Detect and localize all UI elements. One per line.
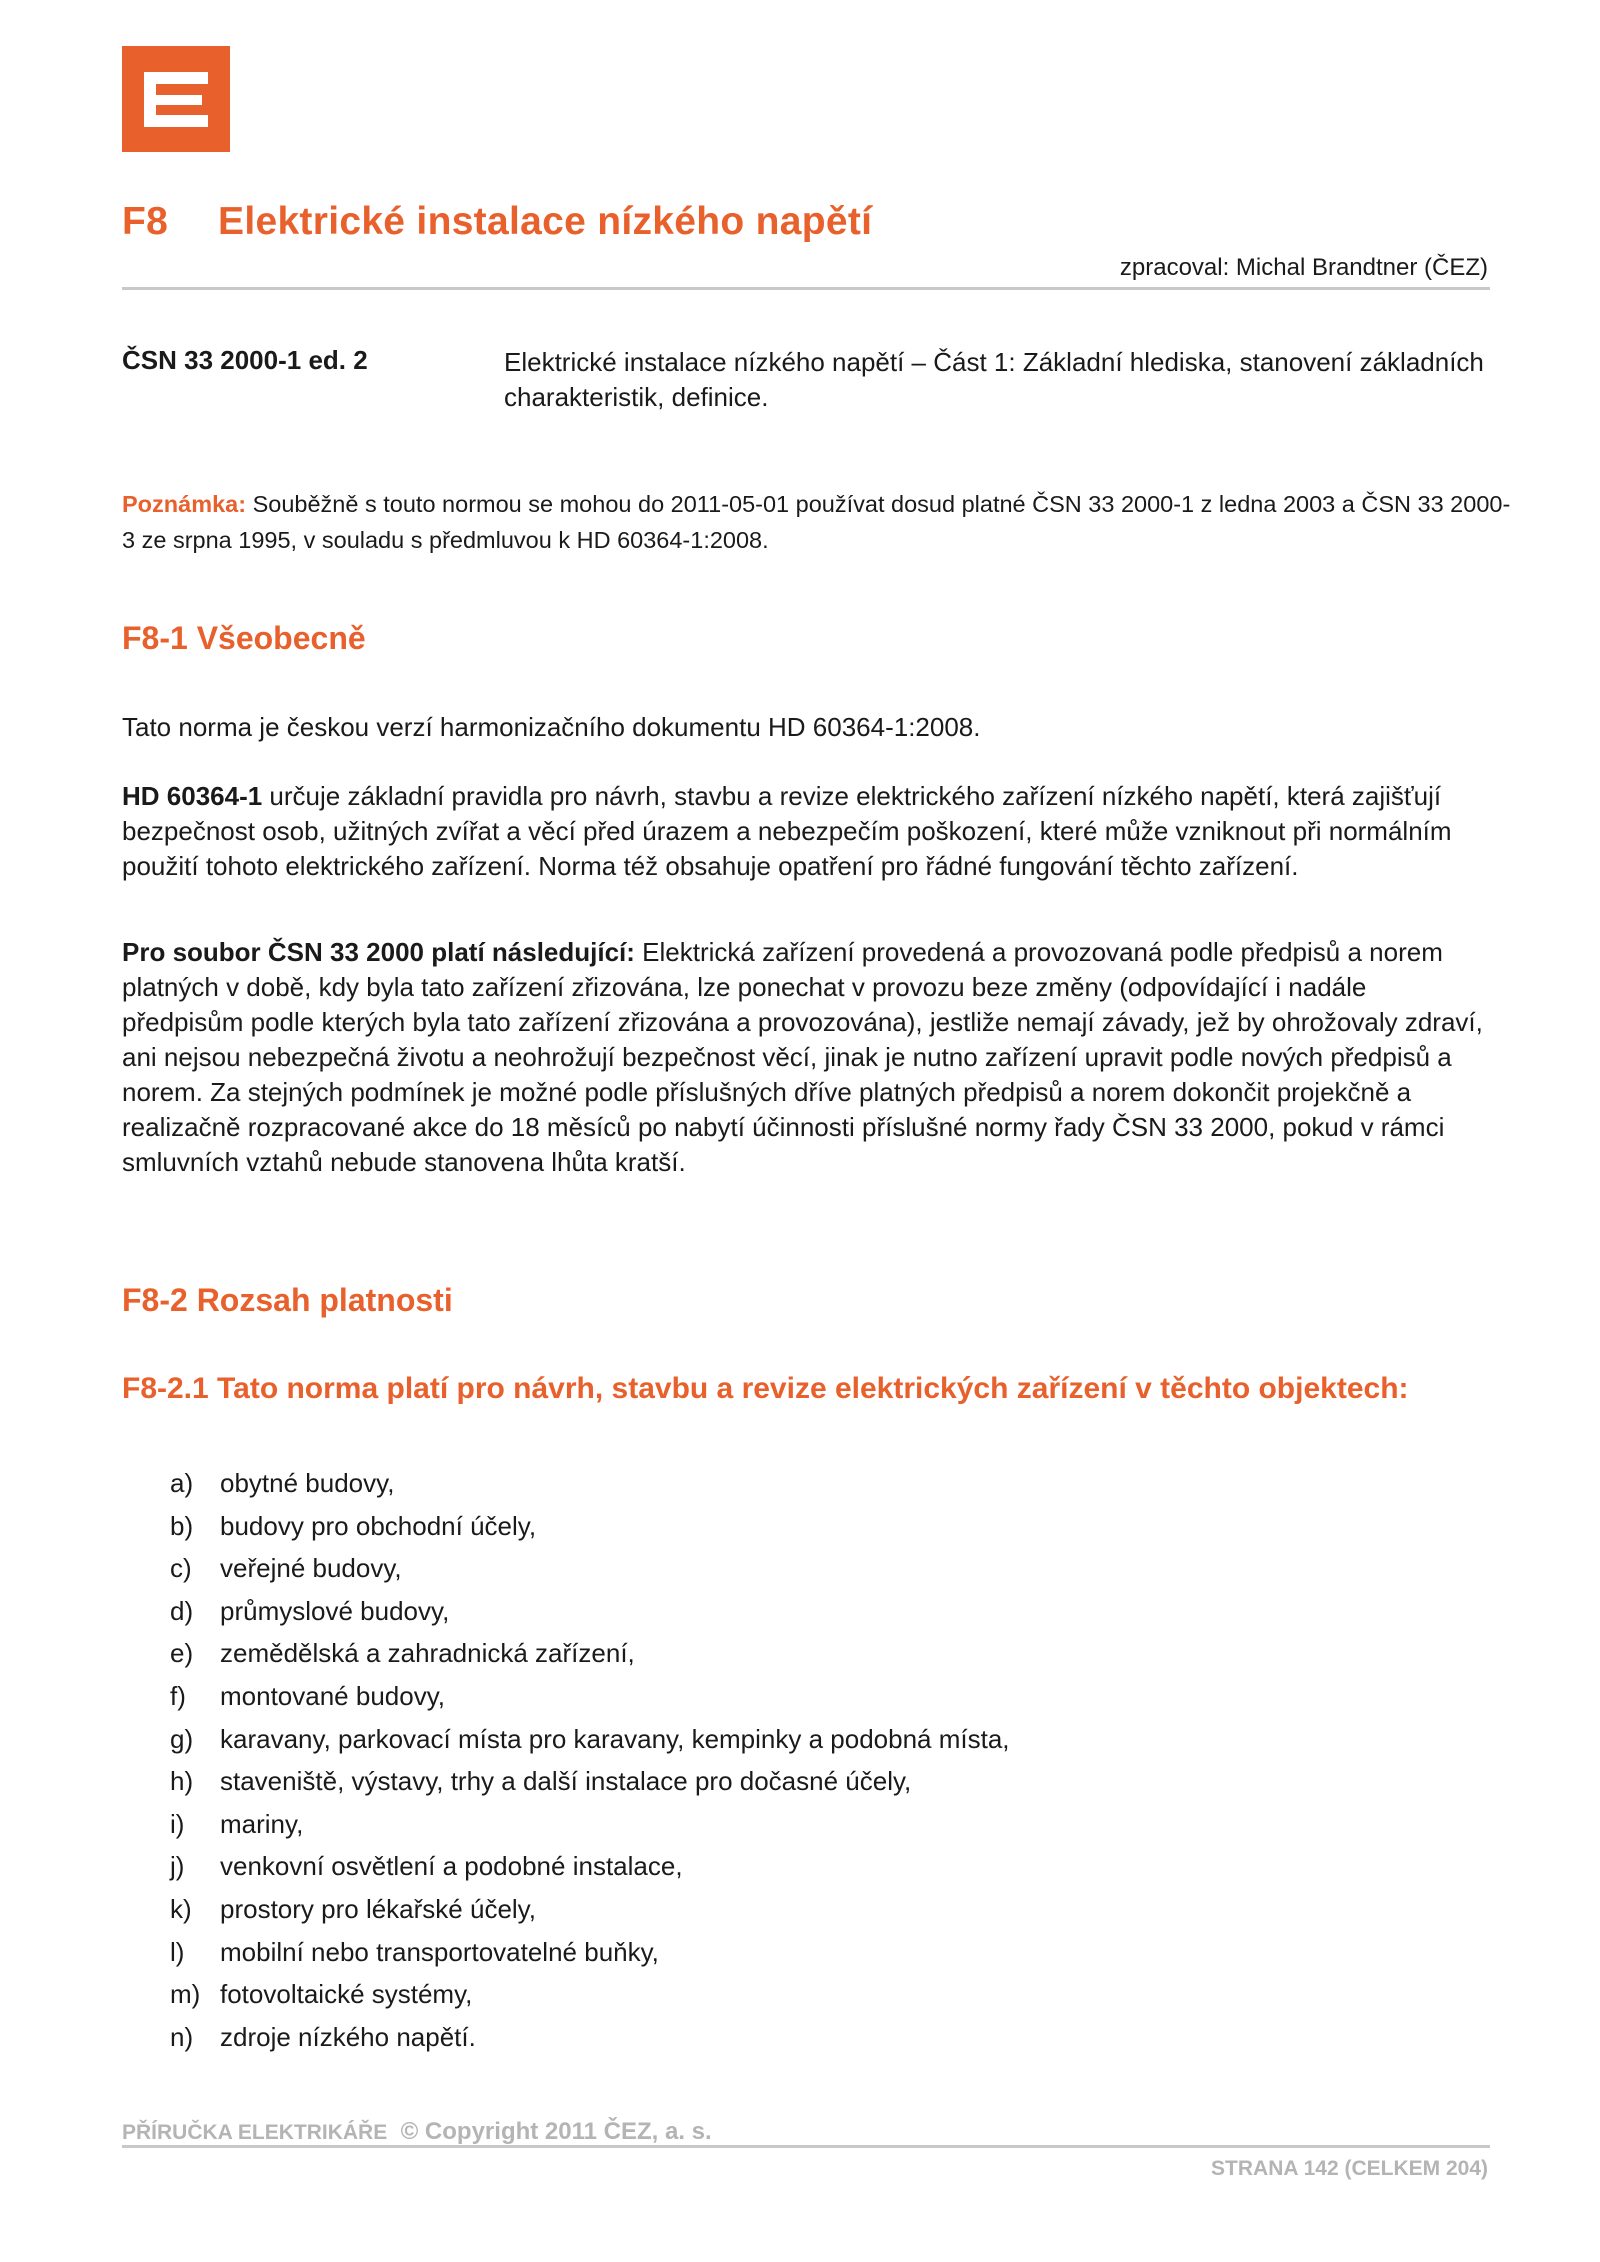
page-title <box>122 200 872 244</box>
footer-book-title: PŘÍRUČKA ELEKTRIKÁŘE <box>122 2121 388 2144</box>
list-item-text: mobilní nebo transportovatelné buňky, <box>220 1936 659 1967</box>
list-item-text: staveniště, výstavy, trhy a další instalace pro dočasné účely, <box>220 1766 912 1797</box>
list-item <box>170 1675 1010 1718</box>
list-item <box>170 1718 1010 1761</box>
note-text: Souběžně s touto normou se mohou do 2011-05-01 používat dosud platné ČSN 33 2000-1 z ledna 2003 a ČSN 33 2000-3 ze srpna 1995, v souladu s předmluvou k HD 60364-1:2008. <box>122 491 1511 553</box>
list-item <box>170 1888 1010 1931</box>
list-marker: c) <box>170 1553 192 1584</box>
standard-description: Elektrické instalace nízkého napětí – Část 1: Základní hlediska, stanovení základních charakteristik, definice. <box>504 347 1484 412</box>
paragraph-hd-bold: HD 60364-1 <box>122 781 263 811</box>
list-marker: h) <box>170 1766 194 1797</box>
list-item <box>170 1803 1010 1846</box>
section-heading-general: F8-1 Všeobecně <box>122 620 366 656</box>
scope-list <box>170 1462 1010 2058</box>
list-item <box>170 1973 1010 2016</box>
list-marker: d) <box>170 1595 194 1626</box>
list-item-text: karavany, parkovací místa pro karavany, kempinky a podobná místa, <box>220 1723 1010 1754</box>
list-item <box>170 1632 1010 1675</box>
header-divider <box>122 287 1490 290</box>
footer-copyright <box>122 2118 712 2146</box>
list-marker: i) <box>170 1808 185 1839</box>
list-marker: k) <box>170 1893 192 1924</box>
list-item <box>170 1931 1010 1974</box>
list-item-text: obytné budovy, <box>220 1468 395 1498</box>
note-label: Poznámka: <box>122 491 247 517</box>
list-item <box>170 1590 1010 1633</box>
list-marker: a) <box>170 1468 194 1498</box>
list-item-text: průmyslové budovy, <box>220 1595 450 1626</box>
note <box>122 486 1522 558</box>
list-marker: f) <box>170 1680 186 1711</box>
paragraph-csn-set-bold: Pro soubor ČSN 33 2000 platí následující: <box>122 937 635 967</box>
section-heading-scope: F8-2 Rozsah platnosti <box>122 1282 453 1318</box>
section-number: F8 <box>122 200 169 243</box>
standard-code: ČSN 33 2000-1 ed. 2 <box>122 345 368 375</box>
list-item-text: zemědělská a zahradnická zařízení, <box>220 1638 635 1669</box>
footer-page-number: STRANA 142 (CELKEM 204) <box>1211 2157 1488 2180</box>
list-item-text: mariny, <box>220 1808 304 1839</box>
cez-logo-icon <box>122 46 230 152</box>
list-item-text: prostory pro lékařské účely, <box>220 1893 536 1924</box>
paragraph-csn-set <box>122 935 1492 1180</box>
list-item-text: fotovoltaické systémy, <box>220 1979 473 2010</box>
title-text: Elektrické instalace nízkého napětí <box>218 200 873 243</box>
list-item-text: budovy pro obchodní účely, <box>220 1510 537 1541</box>
paragraph-hd-text: určuje základní pravidla pro návrh, stavbu a revize elektrického zařízení nízkého napětí, která zajišťují bezpečnost osob, užitných zvířat a věcí před úrazem a nebezpečím poškození, které může vzniknout při normálním použití tohoto elektrického zařízení. Norma též obsahuje opatření pro řádné fungování těchto zařízení. <box>122 781 1452 881</box>
list-item-text: zdroje nízkého napětí. <box>220 2021 476 2052</box>
list-marker: j) <box>170 1851 185 1882</box>
footer-divider <box>122 2145 1490 2148</box>
list-marker: l) <box>170 1936 185 1967</box>
list-item <box>170 1760 1010 1803</box>
subsection-heading-scope: F8-2.1 Tato norma platí pro návrh, stavbu a revize elektrických zařízení v těchto objektech: <box>122 1372 1409 1405</box>
list-marker: n) <box>170 2021 194 2052</box>
paragraph-intro: Tato norma je českou verzí harmonizačního dokumentu HD 60364-1:2008. <box>122 712 981 742</box>
paragraph-hd <box>122 779 1492 884</box>
list-item-text: montované budovy, <box>220 1680 445 1711</box>
list-marker: m) <box>170 1979 201 2010</box>
list-marker: b) <box>170 1510 194 1541</box>
list-item <box>170 1462 1010 1505</box>
list-item <box>170 1845 1010 1888</box>
list-item <box>170 1505 1010 1548</box>
list-item-text: venkovní osvětlení a podobné instalace, <box>220 1851 683 1882</box>
footer-copyright-text: © Copyright 2011 ČEZ, a. s. <box>400 2118 712 2145</box>
list-marker: e) <box>170 1638 194 1669</box>
author-line: zpracoval: Michal Brandtner (ČEZ) <box>1119 254 1488 281</box>
list-item-text: veřejné budovy, <box>220 1553 402 1584</box>
list-item <box>170 1547 1010 1590</box>
list-marker: g) <box>170 1723 194 1754</box>
list-item <box>170 2016 1010 2059</box>
paragraph-csn-set-text: Elektrická zařízení provedená a provozovaná podle předpisů a norem platných v době, kdy byla tato zařízení zřizována, lze ponechat v provozu beze změny (odpovídající i nadále předpisům podle kterých byla tato zařízení zřizována a provozována), jestliže nemají závady, jež by ohrožovaly zdraví, ani nejsou nebezpečná životu a neohrožují bezpečnost věcí, jinak je nutno zařízení upravit podle nových předpisů a norem. Za stejných podmínek je možné podle příslušných dříve platných předpisů a norem dokončit projekčně a realizačně rozpracované akce do 18 měsíců po nabytí účinnosti příslušné normy řady ČSN 33 2000, pokud v rámci smluvních vztahů nebude stanovena lhůta kratší. <box>122 937 1483 1177</box>
